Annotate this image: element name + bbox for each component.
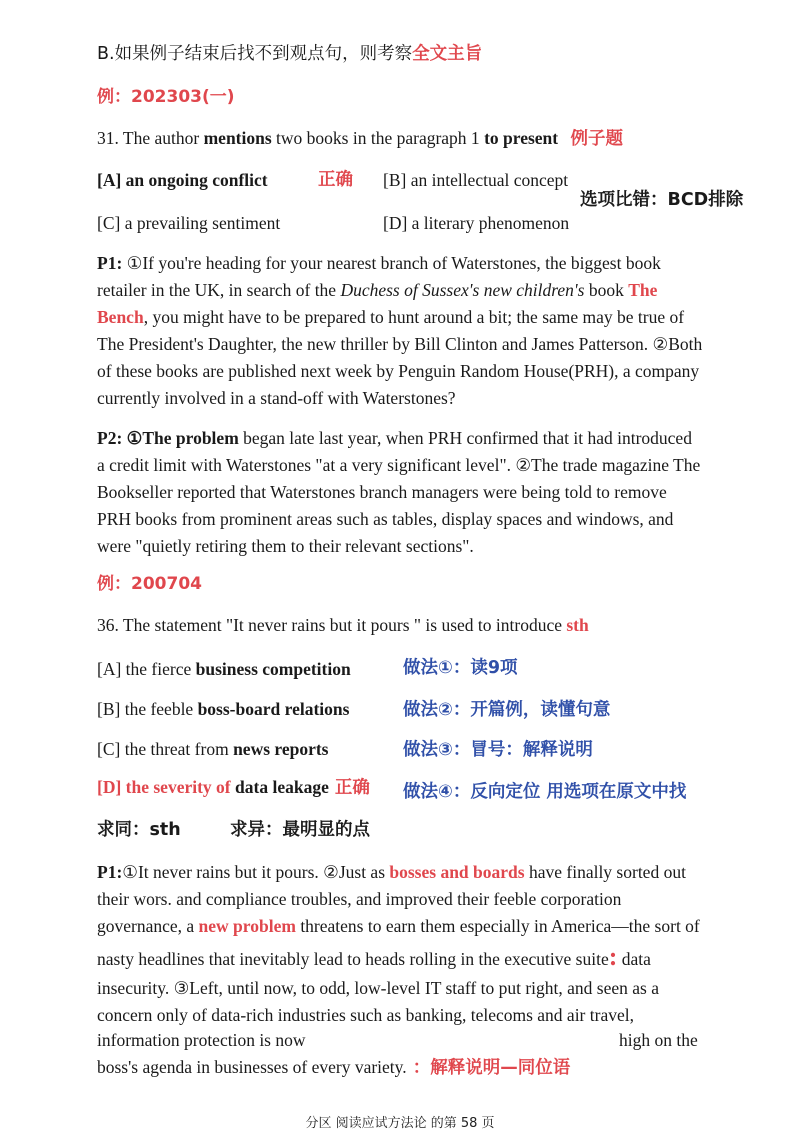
example2-option-c: [C] the threat from news reports	[97, 739, 329, 759]
method-2: 做法②：开篇例，读懂句意	[403, 700, 611, 720]
seek-difference: 求异：最明显的点	[230, 820, 370, 840]
example1-note: 选项比错：BCD排除	[580, 190, 744, 210]
example2-option-a: [A] the fierce business competition	[97, 659, 351, 679]
example2-option-b: [B] the feeble boss-board relations	[97, 699, 350, 719]
example2-question: 36. The statement "It never rains but it pours " is used to introduce sth	[97, 615, 589, 635]
section-b-text: B.如果例子结束后找不到观点句，则考察	[97, 44, 413, 64]
example1-option-b: [B] an intellectual concept	[383, 170, 569, 190]
question-type-tag: 例子题	[570, 129, 623, 149]
example1-correct-mark: 正确	[318, 170, 353, 190]
section-b-highlight: 全文主旨	[412, 44, 483, 64]
method-4: 做法④：反向定位 用选项在原文中找	[403, 782, 687, 802]
page-footer: 分区 阅读应试方法论 的第 58 页	[305, 1116, 495, 1131]
example1-option-c: [C] a prevailing sentiment	[97, 213, 281, 233]
seek-same: 求同：sth	[97, 820, 181, 840]
example1-option-d: [D] a literary phenomenon	[383, 213, 570, 233]
method-1: 做法①：读9项	[403, 658, 518, 678]
example2-label: 例：200704	[97, 574, 202, 594]
method-3: 做法③：冒号：解释说明	[403, 740, 593, 760]
example1-option-a: [A] an ongoing conflict	[97, 170, 268, 190]
example1-question: 31. The author mentions two books in the paragraph 1 to present 例子题	[97, 128, 623, 149]
example1-label: 例：202303(一)	[97, 87, 235, 107]
example2-option-d: [D] the severity of data leakage 正确	[97, 777, 370, 798]
section-b-line	[97, 43, 482, 65]
